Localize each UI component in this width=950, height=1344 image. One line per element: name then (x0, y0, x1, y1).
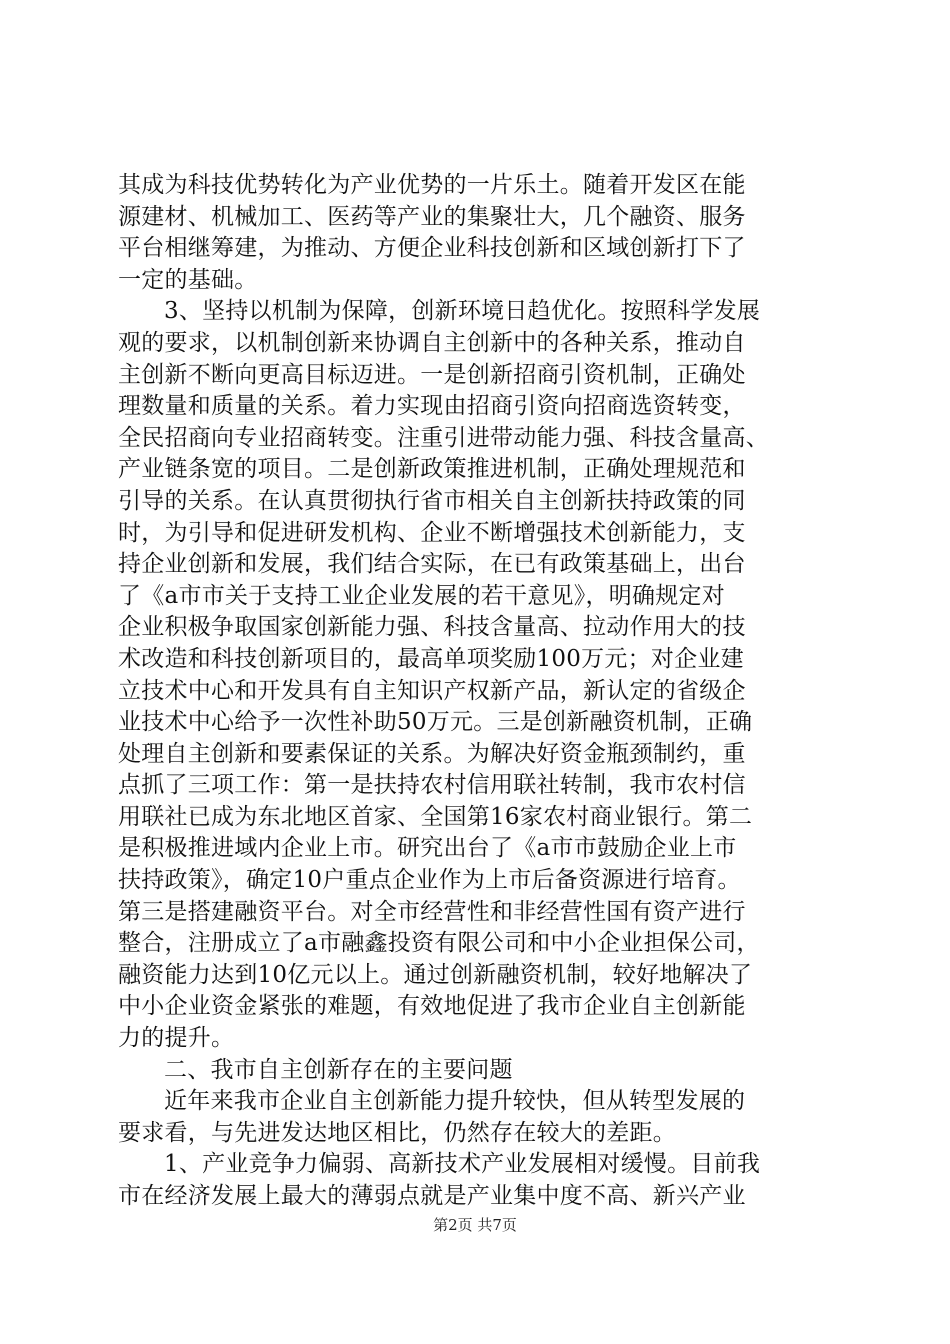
text-line: 其成为科技优势转化为产业优势的一片乐土。随着开发区在能 (118, 172, 746, 198)
text-line: 是积极推进域内企业上市。研究出台了《a市市鼓励企业上市 (118, 835, 737, 862)
text-line: 平台相继筹建，为推动、方便企业科技创新和区域创新打下了 (118, 235, 746, 262)
text-line: 时，为引导和促进研发机构、企业不断增强技术创新能力，支 (118, 519, 746, 546)
document-body (118, 170, 834, 1213)
text-line: 1、产业竞争力偏弱、高新技术产业发展相对缓慢。目前我 (164, 1151, 761, 1178)
page-footer: 第2页 共7页 (433, 1216, 517, 1234)
text-line: 3、坚持以机制为保障，创新环境日趋优化。按照科学发展 (164, 298, 761, 325)
text-line: 力的提升。 (118, 1025, 235, 1052)
text-line: 观的要求，以机制创新来协调自主创新中的各种关系，推动自 (118, 329, 746, 356)
text-line: 持企业创新和发展，我们结合实际，在已有政策基础上，出台 (118, 551, 746, 578)
text-line: 处理自主创新和要素保证的关系。为解决好资金瓶颈制约，重 (118, 740, 746, 767)
text-line: 融资能力达到10亿元以上。通过创新融资机制，较好地解决了 (118, 961, 753, 988)
text-line: 二、我市自主创新存在的主要问题 (164, 1056, 513, 1083)
text-line: 扶持政策》，确定10户重点企业作为上市后备资源进行培育。 (118, 867, 741, 894)
text-line: 全民招商向专业招商转变。注重引进带动能力强、科技含量高、 (118, 424, 769, 451)
text-line: 第三是搭建融资平台。对全市经营性和非经营性国有资产进行 (118, 898, 746, 925)
text-line: 业技术中心给予一次性补助50万元。三是创新融资机制，正确 (118, 709, 753, 736)
text-line: 术改造和科技创新项目的，最高单项奖励100万元；对企业建 (118, 645, 744, 672)
text-line: 近年来我市企业自主创新能力提升较快，但从转型发展的 (164, 1088, 746, 1115)
text-line: 整合，注册成立了a市融鑫投资有限公司和中小企业担保公司， (118, 930, 760, 957)
text-line: 了《a市市关于支持工业企业发展的若干意见》，明确规定对 (118, 582, 725, 609)
text-line: 源建材、机械加工、医药等产业的集聚壮大，几个融资、服务 (118, 203, 746, 230)
text-line: 主创新不断向更高目标迈进。一是创新招商引资机制，正确处 (118, 361, 746, 388)
text-line: 要求看，与先进发达地区相比，仍然存在较大的差距。 (118, 1119, 676, 1146)
text-line: 一定的基础。 (118, 266, 258, 293)
text-line: 引导的关系。在认真贯彻执行省市相关自主创新扶持政策的同 (118, 487, 746, 514)
text-line: 用联社已成为东北地区首家、全国第16家农村商业银行。第二 (118, 803, 753, 830)
text-line: 产业链条宽的项目。二是创新政策推进机制，正确处理规范和 (118, 456, 746, 483)
text-line: 市在经济发展上最大的薄弱点就是产业集中度不高、新兴产业 (118, 1183, 746, 1209)
text-line: 立技术中心和开发具有自主知识产权新产品，新认定的省级企 (118, 677, 746, 704)
text-line: 点抓了三项工作：第一是扶持农村信用联社转制，我市农村信 (118, 772, 746, 799)
text-line: 理数量和质量的关系。着力实现由招商引资向招商选资转变， (118, 393, 746, 420)
text-line: 中小企业资金紧张的难题，有效地促进了我市企业自主创新能 (118, 993, 746, 1020)
text-line: 企业积极争取国家创新能力强、科技含量高、拉动作用大的技 (118, 614, 746, 641)
